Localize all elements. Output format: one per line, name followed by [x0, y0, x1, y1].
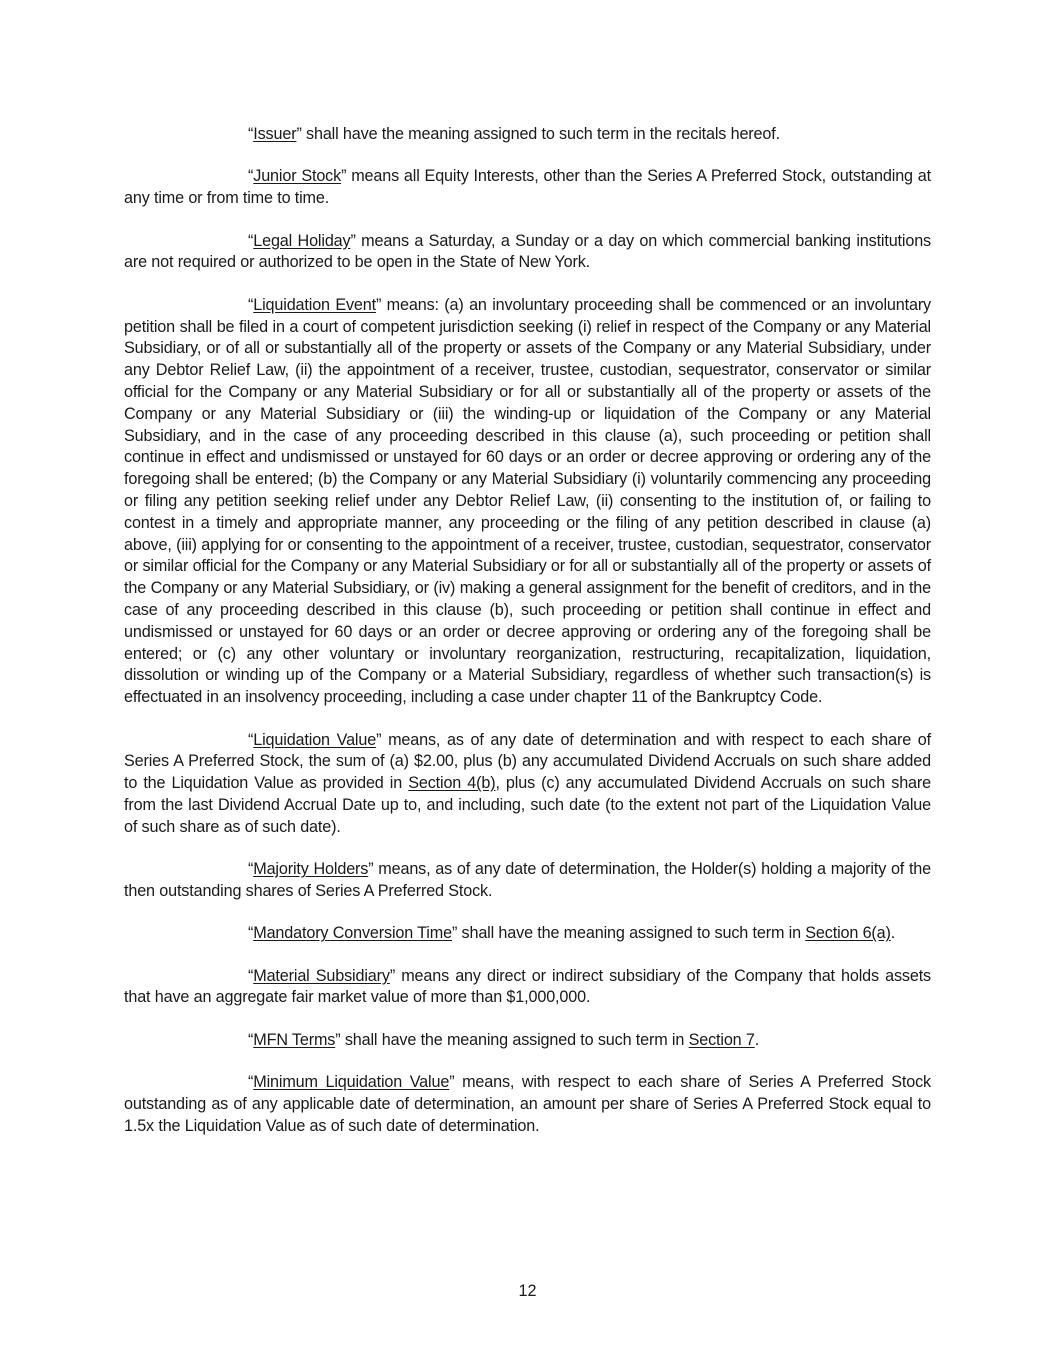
definition-liquidation-value: “Liquidation Value” means, as of any date of determination and with respect to each share of Series A Preferred Stock, the sum of (a) $2.00, plus (b) any accumulated Dividend Accruals on such share added to the Liquidation Value as provided in Section 4(b), plus (c) any accumulated Dividend Accruals on such share from the last Dividend Accrual Date up to, and including, such date (to the extent not part of the Liquidation Value of such share as of such date). — [124, 730, 932, 836]
defined-term: Liquidation Value — [253, 730, 377, 749]
defined-term: Issuer — [253, 125, 297, 143]
definition-text: means all Equity Interests, other than the Series A Preferred Stock, outstanding at any time or from time to time. — [124, 167, 931, 208]
definition-text: shall have the meaning assigned to such term in — [340, 1030, 689, 1049]
definition-majority-holders: “Majority Holders” means, as of any date of determination, the Holder(s) holding a majority of the then outstanding shares of Series A Preferred Stock. — [124, 860, 931, 900]
definition-material-subsidiary: “Material Subsidiary” means any direct or indirect subsidiary of the Company that holds assets that have an aggregate fair market value of more than $1,000,000. — [124, 966, 931, 1007]
definition-mandatory-conversion-time: “Mandatory Conversion Time” shall have the meaning assigned to such term in Section 6(a). — [248, 924, 896, 943]
defined-term: Mandatory Conversion Time — [253, 924, 452, 943]
definition-text-continued: , plus (c) any accumulated Dividend Accruals on such share from the last Dividend Accrual Date up to, and including, such date (to the extent not part of the Liquidation Value of such share as of such date). — [124, 774, 931, 836]
definition-text: shall have the meaning assigned to such term in the recitals hereof. — [301, 125, 780, 143]
definition-text: means: (a) an involuntary proceeding shall be commenced or an involuntary petition shall be filed in a court of competent jurisdiction seeking (i) relief in respect of the Company or any Material Subsidiary, or of all or substantially all of the property or assets of the Company or any Material Subsidiary, under any Debtor Relief Law, (ii) the appointment of a receiver, trustee, custodian, sequestrator, conservator or similar official for the Company or any Material Subsidiary or for all or substantially all of the property or assets of the Company or any Material Subsidiary or (iii) the winding-up or liquidation of the Company or any Material Subsidiary, and in the case of any proceeding described in this clause (a), such proceeding or petition shall continue in effect and undismissed or unstayed for 60 days or an order or decree approving or ordering any of the foregoing shall be entered; (b) the Company or any Material Subsidiary (i) voluntarily commencing any proceeding or filing any petition seeking relief under any Debtor Relief Law, (ii) consenting to the institution of, or failing to contest in a timely and appropriate manner, any proceeding or the filing of any petition described in clause (a) above, (iii) applying for or consenting to the appointment of a receiver, trustee, custodian, sequestrator, conservator or similar official for the Company or any Material Subsidiary or for all or substantially all of the property or assets of the Company or any Material Subsidiary, or (iv) making a general assignment for the benefit of creditors, and in the case of any proceeding described in this clause (b), such proceeding or petition shall continue in effect and undismissed or unstayed for 60 days or an order or decree approving or ordering any of the foregoing shall be entered; or (c) any other voluntary or involuntary reorganization, restructuring, recapitalization, liquidation, dissolution or winding up of the Company or a Material Subsidiary, regardless of whether such transaction(s) is effectuated in an insolvency proceeding, including a case under chapter 11 of the Bankruptcy Code. — [124, 295, 931, 707]
definition-text: means any direct or indirect subsidiary of the Company that holds assets that have an aggregate fair market value of more than $1,000,000. — [124, 966, 931, 1007]
defined-term: Junior Stock — [253, 167, 342, 186]
definitions-body — [124, 124, 931, 1158]
defined-term: Liquidation Event — [253, 295, 376, 314]
definition-issuer: “Issuer” shall have the meaning assigned to such term in the recitals hereof. — [248, 125, 780, 143]
definition-text: means, with respect to each share of Series A Preferred Stock outstanding as of any applicable date of determination, an amount per share of Series A Preferred Stock equal to 1.5x the Liquidation Value as of such date of determination. — [124, 1073, 932, 1135]
definition-mfn-terms: “MFN Terms” shall have the meaning assigned to such term in Section 7. — [248, 1030, 760, 1049]
section-reference: Section 7 — [688, 1030, 755, 1049]
section-reference: Section 6(a) — [805, 924, 891, 943]
definition-junior-stock: “Junior Stock” means all Equity Interests, other than the Series A Preferred Stock, outstanding at any time or from time to time. — [124, 167, 931, 208]
definition-text-continued: . — [890, 924, 896, 943]
defined-term: MFN Terms — [253, 1030, 336, 1049]
definition-text: means, as of any date of determination and with respect to each share of Series A Preferred Stock, the sum of (a) $2.00, plus (b) any accumulated Dividend Accruals on such share added to the Liquidation Value as provided in — [124, 730, 932, 793]
definition-minimum-liquidation-value: “Minimum Liquidation Value” means, with respect to each share of Series A Preferred Stock outstanding as of any applicable date of determination, an amount per share of Series A Preferred Stock equal to 1.5x the Liquidation Value as of such date of determination. — [124, 1073, 932, 1135]
definition-text-continued: . — [754, 1030, 760, 1049]
definition-text: means a Saturday, a Sunday or a day on which commercial banking institutions are not required or authorized to be open in the State of New York. — [124, 231, 932, 272]
defined-term: Minimum Liquidation Value — [253, 1073, 450, 1092]
defined-term: Material Subsidiary — [253, 966, 390, 985]
definition-text: shall have the meaning assigned to such term in — [457, 924, 806, 943]
section-reference: Section 4(b) — [408, 774, 496, 793]
definition-legal-holiday: “Legal Holiday” means a Saturday, a Sunday or a day on which commercial banking institutions are not required or authorized to be open in the State of New York. — [124, 231, 932, 272]
definition-text: means, as of any date of determination, the Holder(s) holding a majority of the then outstanding shares of Series A Preferred Stock. — [124, 860, 931, 900]
defined-term: Legal Holiday — [253, 231, 351, 250]
page-number: 12 — [518, 1282, 537, 1300]
definition-liquidation-event: “Liquidation Event” means: (a) an involuntary proceeding shall be commenced or an involuntary petition shall be filed in a court of competent jurisdiction seeking (i) relief in respect of the Company or any Material Subsidiary, or of all or substantially all of the property or assets of the Company or any Material Subsidiary, under any Debtor Relief Law, (ii) the appointment of a receiver, trustee, custodian, sequestrator, conservator or similar official for the Company or any Material Subsidiary or for all or substantially all of the property or assets of the Company or any Material Subsidiary or (iii) the winding-up or liquidation of the Company or any Material Subsidiary, and in the case of any proceeding described in this clause (a), such proceeding or petition shall continue in effect and undismissed or unstayed for 60 days or an order or decree approving or ordering any of the foregoing shall be entered; (b) the Company or any Material Subsidiary (i) voluntarily commencing any proceeding or filing any petition seeking relief under any Debtor Relief Law, (ii) consenting to the institution of, or failing to contest in a timely and appropriate manner, any proceeding or the filing of any petition described in clause (a) above, (iii) applying for or consenting to the appointment of a receiver, trustee, custodian, sequestrator, conservator or similar official for the Company or any Material Subsidiary or for all or substantially all of the property or assets of the Company or any Material Subsidiary, or (iv) making a general assignment for the benefit of creditors, and in the case of any proceeding described in this clause (b), such proceeding or petition shall continue in effect and undismissed or unstayed for 60 days or an order or decree approving or ordering any of the foregoing shall be entered; or (c) any other voluntary or involuntary reorganization, restructuring, recapitalization, liquidation, dissolution or winding up of the Company or a Material Subsidiary, regardless of whether such transaction(s) is effectuated in an insolvency proceeding, including a case under chapter 11 of the Bankruptcy Code. — [124, 295, 931, 707]
defined-term: Majority Holders — [253, 860, 369, 879]
